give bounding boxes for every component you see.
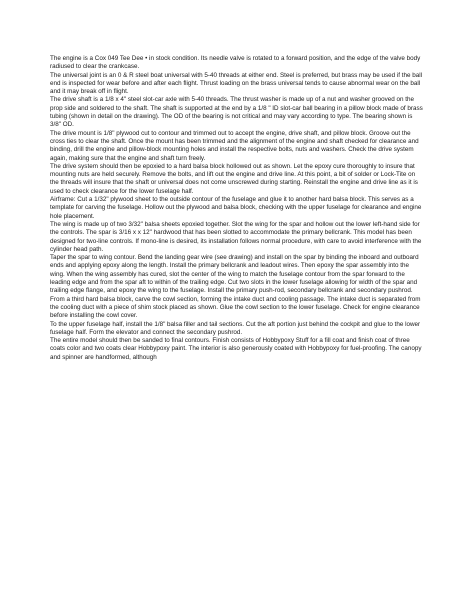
paragraph-spar: Taper the spar to wing contour. Bend the landing gear wire (see drawing) and install on the spar by binding the inboard and outboard ends and applying epoxy along the length. Install the primary bellcrank and leadout wires. Then epoxy the spar assembly into the wing. When the wing assembly has cured, slot the center of the wing to match the fuselage contour from the spar forward to the leading edge and from the spar aft to within of the trailing edge. Cut two slots in the lower fuselage allowing for width of the spar and trailing edge flange, and epoxy the wing to the fuselage. Install the primary push-rod, secondary bellcrank and secondary pushrod.	[50, 254, 419, 295]
paragraph-universal-joint: The universal joint is an 0 & R steel boat universal with 5-40 threads at either end. Steel is preferred, but brass may be used if the ball end is inspected for wear before and after each flight. Thrust loading on the brass universal tends to cause abnormal wear on the ball and it may break off in flight.	[50, 71, 423, 96]
paragraph-airframe: Airframe: Cut a 1/32" plywood sheet to the outside contour of the fuselage and glue it to another hard balsa block. This serves as a template for carving the fuselage. Hollow out the plywood and balsa block, checking with the upper fuselage for clearance and engine hole placement.	[50, 196, 422, 220]
paragraph-finish: The entire model should then be sanded to final contours. Finish consists of Hobbypoxy Stuff for a fill coat and finish coat of three coats color and two coats clear Hobbypoxy paint. The interior is also generously coated with Hobbypoxy for fuel-proofing. The canopy and spinner are handformed, although	[50, 337, 422, 361]
paragraph-upper-fuselage: To the upper fuselage half, install the 1/8" balsa filler and tail sections. Cut the aft portion just behind the cockpit and glue to the lower fuselage half. Form the elevator and connect the secondary pushrod.	[50, 320, 421, 336]
paragraph-drive-system: The drive system should then be epoxied to a hard balsa block hollowed out as shown. Let the epoxy cure thoroughly to insure that mounting nuts are held securely. Remove the bolts, and lift out the engine and drive line. At this point, a bit of solder or Lock-Tite on the threads will insure that the shaft or universal does not come unscrewed during starting. Reinstall the engine and drive line as it is used to check clearance for the lower fuselage half.	[50, 162, 418, 195]
paragraph-drive-shaft: The drive shaft is a 1/8 x 4" steel slot-car axle with 5-40 threads. The thrust washer is made up of a nut and washer grooved on the prop side and soldered to the shaft. The shaft is supported at the end by a 1/8 " ID slot-car ball bearing in a pillow block made of brass tubing (shown in detail on the drawing). The OD of the bearing is not critical and may vary according to type. The bearing shown is 3/8" OD.	[50, 96, 423, 129]
paragraph-drive-mount: The drive mount is 1/8" plywood cut to contour and trimmed out to accept the engine, drive shaft, and pillow block. Groove out the cross ties to clear the shaft. Once the mount has been trimmed and the alignment of the engine and shaft checked for clearance and binding, drill the engine and pillow-block mounting holes and install the respective bolts, nuts and washers. Check the drive system again, making sure that the engine and shaft turn freely.	[50, 129, 419, 162]
document-body	[50, 55, 425, 362]
paragraph-wing: The wing is made up of two 3/32" balsa sheets epoxied together. Slot the wing for the spar and hollow out the lower left-hand side for the controls. The spar is 3/16 x x 12" hardwood that has been slotted to accommodate the primary bellcrank. This model has been designed for two-line controls. If mono-line is desired, its installation follows normal procedure, with care to avoid interference with the cylinder head path.	[50, 220, 422, 253]
paragraph-cowl: From a third hard balsa block, carve the cowl section, forming the intake duct and cooling passage. The intake duct is separated from the cooling duct with a piece of shim stock placed as shown. Glue the cowl section to the lower fuselage. Check for engine clearance before installing the cowl cover.	[50, 295, 421, 320]
paragraph-engine: The engine is a Cox 049 Tee Dee • in stock condition. Its needle valve is rotated to a forward position, and the edge of the valve body radiused to clear the crankcase.	[50, 55, 421, 71]
